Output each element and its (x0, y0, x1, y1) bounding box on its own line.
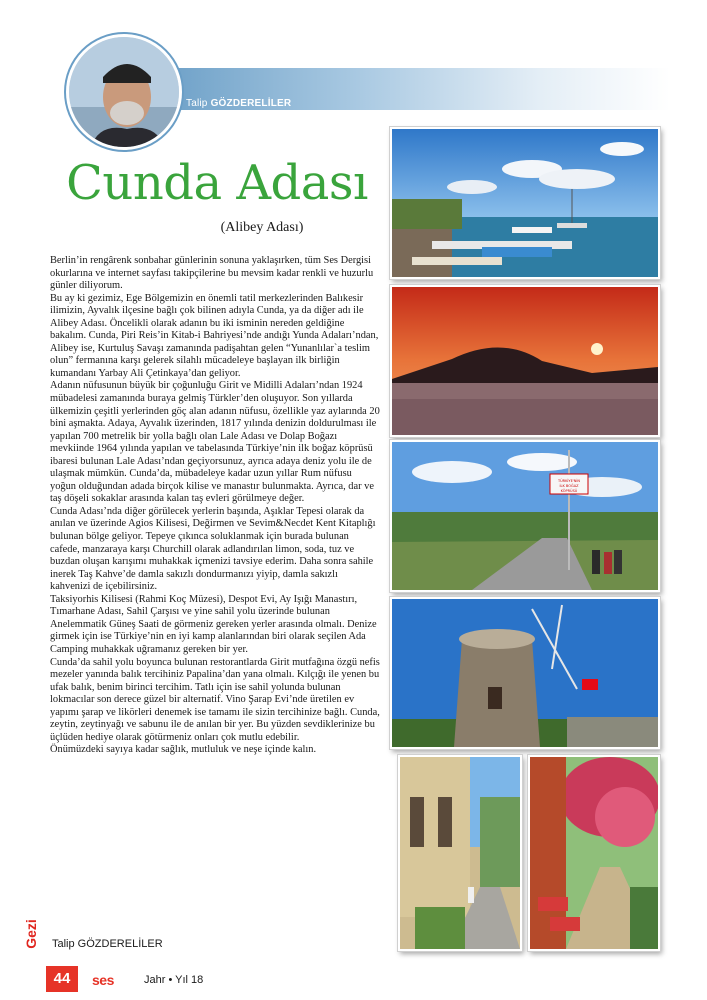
section-tag (24, 908, 44, 960)
section-tag-label: Gezi (22, 919, 39, 949)
cafe-alley-photo (528, 755, 660, 951)
page-footer (46, 966, 686, 996)
article-paragraph: Bu ay ki gezimiz, Ege Bölgemizin en önemli tatil merkezlerinden Balıkesir ilimizin, Ayvalık ilçesine bağlı çok bilinen adıyla Cunda, ya da diğer adı ile Alibey Adası. Öncelikli olarak adanın bu iki isminin nereden geldiğine bakalım. Cunda, Piri Reis’in Kitab-i Bahriyesi’nde andığı Yunda Adaları’ndan, Alibey ise, Kurtuluş Savaşı zamanında padişahtan gelen “Yunanlılar`a teslim olun” fermanına karşı gelerek silahlı mücadeleye başlayan ilk birliğin kumandanı Yarbay Ali Çetinkaya’dan geliyor. (50, 292, 379, 379)
sunset-photo (390, 285, 660, 437)
author-last-name: GÖZDERELİLER (210, 98, 292, 109)
article-paragraph: Önümüzdeki sayıya kadar sağlık, mutluluk ve neşe içinde kalın. (50, 744, 317, 756)
article-paragraph: Cunda Adası’nda diğer görülecek yerlerin başında, Aşıklar Tepesi olarak da anılan ve üzerinde Agios Kilisesi, Değirmen ve Sevim&Necdet Kent Kitaplığı bulunan bölge geliyor. Tepeye çıkınca soluklanmak için burada bulunan cafede, manzaraya karşı Churchill olarak adlandırılan limon, soda, tuz ve buzdan oluşan karışımı muhakkak içmenizi tavsiye ederim. Daha sonra sahile inerek Taş Kahve’de damla sakızlı dondurmanızı yiyip, damla sakızlı kahvenizi de içebilirsiniz. (50, 505, 376, 593)
bridge-road-photo (390, 440, 660, 592)
article-paragraph: Taksiyorhis Kilisesi (Rahmi Koç Müzesi), Despot Evi, Ay Işığı Manastırı, Tımarhane Adası, Sahil Çarşısı ve yine sahil yolu üzerinde bulunan Anelemmatik Güneş Saati de görmeniz gereken yerler arasında olmalı. Denize girmek için ise Türkiye’nin en iyi kamp alanlarından biri olarak seçilen Ada Camping muhakkak uğramanız gereken bir yer. (50, 593, 377, 655)
author-avatar (66, 34, 182, 150)
svg-text:TÜRKİYE'NİN: TÜRKİYE'NİN (557, 479, 581, 483)
page-title: Cunda Adası (66, 155, 368, 211)
author-tag (186, 98, 291, 109)
issue-label: Jahr • Yıl 18 (144, 974, 204, 986)
author-first-name: Talip (186, 98, 208, 109)
article-paragraph: Adanın nüfusunun büyük bir çoğunluğu Girit ve Midilli Adaları’ndan 1924 mübadelesi zamanında buraya gelmiş Türkler’den oluşuyor. Son yıllarda ülkemizin çeşitli yerlerinden göç alan adanın nüfusu, özellikle yaz aylarında 20 bini aşmakta. Adaya, Ayvalık üzerinden, 1817 yılında denizin doldurulması ile yapılan 700 metrelik bir yolla bağlı olan Lale Adası ve Dolap Boğazı mevkiinde 1964 yılında yapılan ve tabelasında Türkiye’nin ilk boğaz köprüsü ibaresi bulunan Lale Adası’ndan geçiyorsunuz, ayrıca adaya deniz yolu ile de ulaşmak mümkün. Cunda’da, mübadeleye kadar uzun yıllar Rum nüfusu yoğun olduğundan adada birçok kilise ve manastır bulunmakta. Ayrıca, dar ve taş döşeli sokaklar arasında kalan taş evleri görülmeye değer. (50, 380, 380, 505)
stone-street-photo (398, 755, 522, 951)
article-paragraph: Cunda’da sahil yolu boyunca bulunan restorantlarda Girit mutfağına özgü nefis mezeler yanında balık tercihiniz Papalina’dan yana olmalı. Kılçığı ile yenen bu ufak balık, benim birinci tercihim. Tatlı için ise sahil yolunda bulunan lokmacılar son derece güzel bir alternatif. Vino Şarap Evi’nde üretilen ev yapımı şarap ve likörleri denemek ise tamamı ile sizin tercihinize bağlı. Cunda, zeytin, zeytinyağı ve sabunu ile de anılan bir yer. Bu yüzden sevdiklerinize bu üçlüden hediye olarak götürmeniz onları çok mutlu edebilir. (50, 656, 380, 743)
svg-text:KÖPRÜSÜ: KÖPRÜSÜ (560, 489, 578, 493)
article-body (50, 255, 380, 757)
harbor-photo (390, 127, 660, 279)
svg-text:İLK BOĞAZ: İLK BOĞAZ (559, 484, 579, 488)
page-subtitle: (Alibey Adası) (220, 220, 304, 235)
author-signature: Talip GÖZDERELİLER (52, 938, 163, 950)
magazine-logo: ses (92, 972, 114, 988)
windmill-photo (390, 597, 660, 749)
page-number: 44 (46, 966, 78, 992)
article-paragraph: Berlin’in rengârenk sonbahar günlerinin sonuna yaklaşırken, tüm Ses Dergisi okurlarına ve internet sayfası takipçilerine bu mevsim kadar renkli ve huzurlu günler diliyorum. (50, 255, 374, 292)
